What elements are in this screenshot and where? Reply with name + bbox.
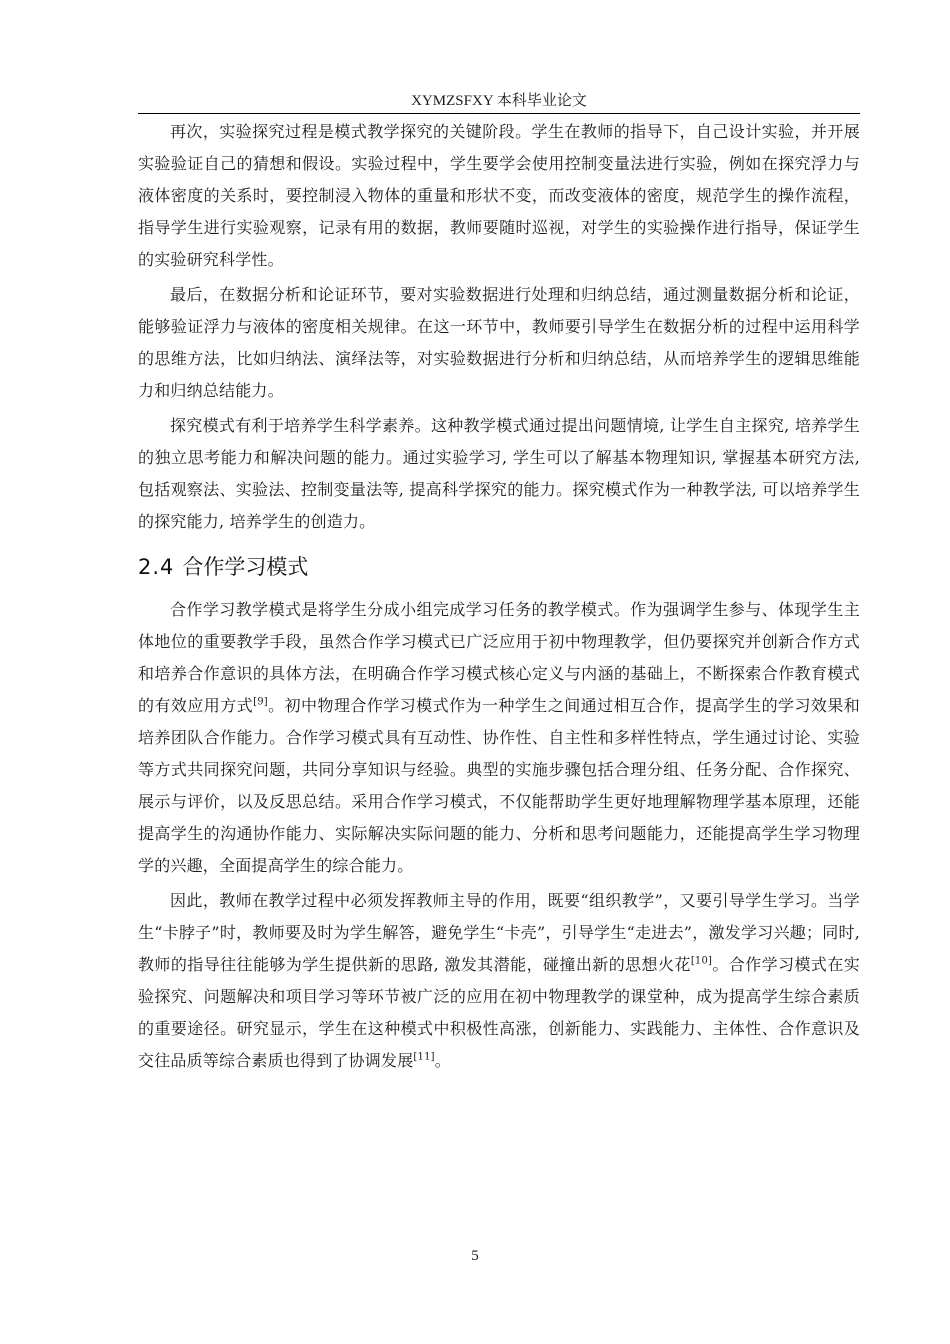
paragraph-data-analysis: 最后，在数据分析和论证环节，要对实验数据进行处理和归纳总结，通过测量数据分析和论证，能够验证浮力与液体的密度相关规律。在这一环节中，教师要引导学生在数据分析的过程中运用科学的思维方法，比如归纳法、演绎法等，对实验数据进行分析和归纳总结，从而培养学生的逻辑思维能力和归纳总结能力。 [138, 285, 860, 400]
citation-11: [11] [413, 1051, 435, 1063]
paragraph-cooperative-learning [138, 594, 860, 882]
header-rule [138, 113, 860, 114]
paragraph-experiment: 再次，实验探究过程是模式教学探究的关键阶段。学生在教师的指导下，自己设计实验，并开展实验验证自己的猜想和假设。实验过程中，学生要学会使用控制变量法进行实验，例如在探究浮力与液体密度的关系时，要控制浸入物体的重量和形状不变，而改变液体的密度，规范学生的操作流程，指导学生进行实验观察，记录有用的数据，教师要随时巡视，对学生的实验操作进行指导，保证学生的实验研究科学性。 [138, 122, 860, 269]
page-number: 5 [471, 1248, 479, 1264]
section-heading [138, 550, 860, 584]
text-run: 。合作学习模式在实验探究、问题解决和项目学习等环节被广泛的应用在初中物理教学的课堂种，成为提高学生综合素质的重要途径。研究显示，学生在这种模式中积极性高涨，创新能力、实践能力、主体性、合作意识及交往品质等综合素质也得到了协调发展 [138, 955, 860, 1070]
citation-10: [10] [690, 955, 713, 967]
citation-9: [9] [253, 696, 268, 708]
section-number: 2.4 [138, 555, 175, 579]
text-run: 合作学习教学模式是将学生分成小组完成学习任务的教学模式。作为强调学生参与、体现学生主体地位的重要教学手段，虽然合作学习模式已广泛应用于初中物理教学，但仍要探究并创新合作方式和培养合作意识的具体方法，在明确合作学习模式核心定义与内涵的基础上，不断探索合作教育模式的有效应用方式 [138, 600, 860, 715]
paragraph-inquiry-benefit: 探究模式有利于培养学生科学素养。这种教学模式通过提出问题情境, 让学生自主探究, 培养学生的独立思考能力和解决问题的能力。通过实验学习, 学生可以了解基本物理知识, 掌握基本研究方法, 包括观察法、实验法、控制变量法等, 提高科学探究的能力。探究模式作为一种教学法, 可以培养学生的探究能力, 培养学生的创造力。 [138, 416, 860, 531]
section-title: 合作学习模式 [182, 555, 309, 579]
text-run: 。 [434, 1051, 451, 1070]
paragraph-teacher-role [138, 885, 860, 1077]
body-text [138, 116, 860, 1077]
text-run: 因此，教师在教学过程中必须发挥教师主导的作用，既要“组织教学”，又要引导学生学习。当学生“卡脖子”时，教师要及时为学生解答，避免学生“卡壳”，引导学生“走进去”，激发学习兴趣；同时, 教师的指导往往能够为学生提供新的思路, 激发其潜能，碰撞出新的思想火花 [138, 891, 860, 974]
text-run: 。初中物理合作学习模式作为一种学生之间通过相互合作，提高学生的学习效果和培养团队合作能力。合作学习模式具有互动性、协作性、自主性和多样性特点，学生通过讨论、实验等方式共同探究问题，共同分享知识与经验。典型的实施步骤包括合理分组、任务分配、合作探究、展示与评价，以及反思总结。采用合作学习模式，不仅能帮助学生更好地理解物理学基本原理，还能提高学生的沟通协作能力、实际解决实际问题的能力、分析和思考问题能力，还能提高学生学习物理学的兴趣，全面提高学生的综合能力。 [138, 696, 861, 875]
page-header: XYMZSFXY 本科毕业论文 [411, 93, 587, 109]
